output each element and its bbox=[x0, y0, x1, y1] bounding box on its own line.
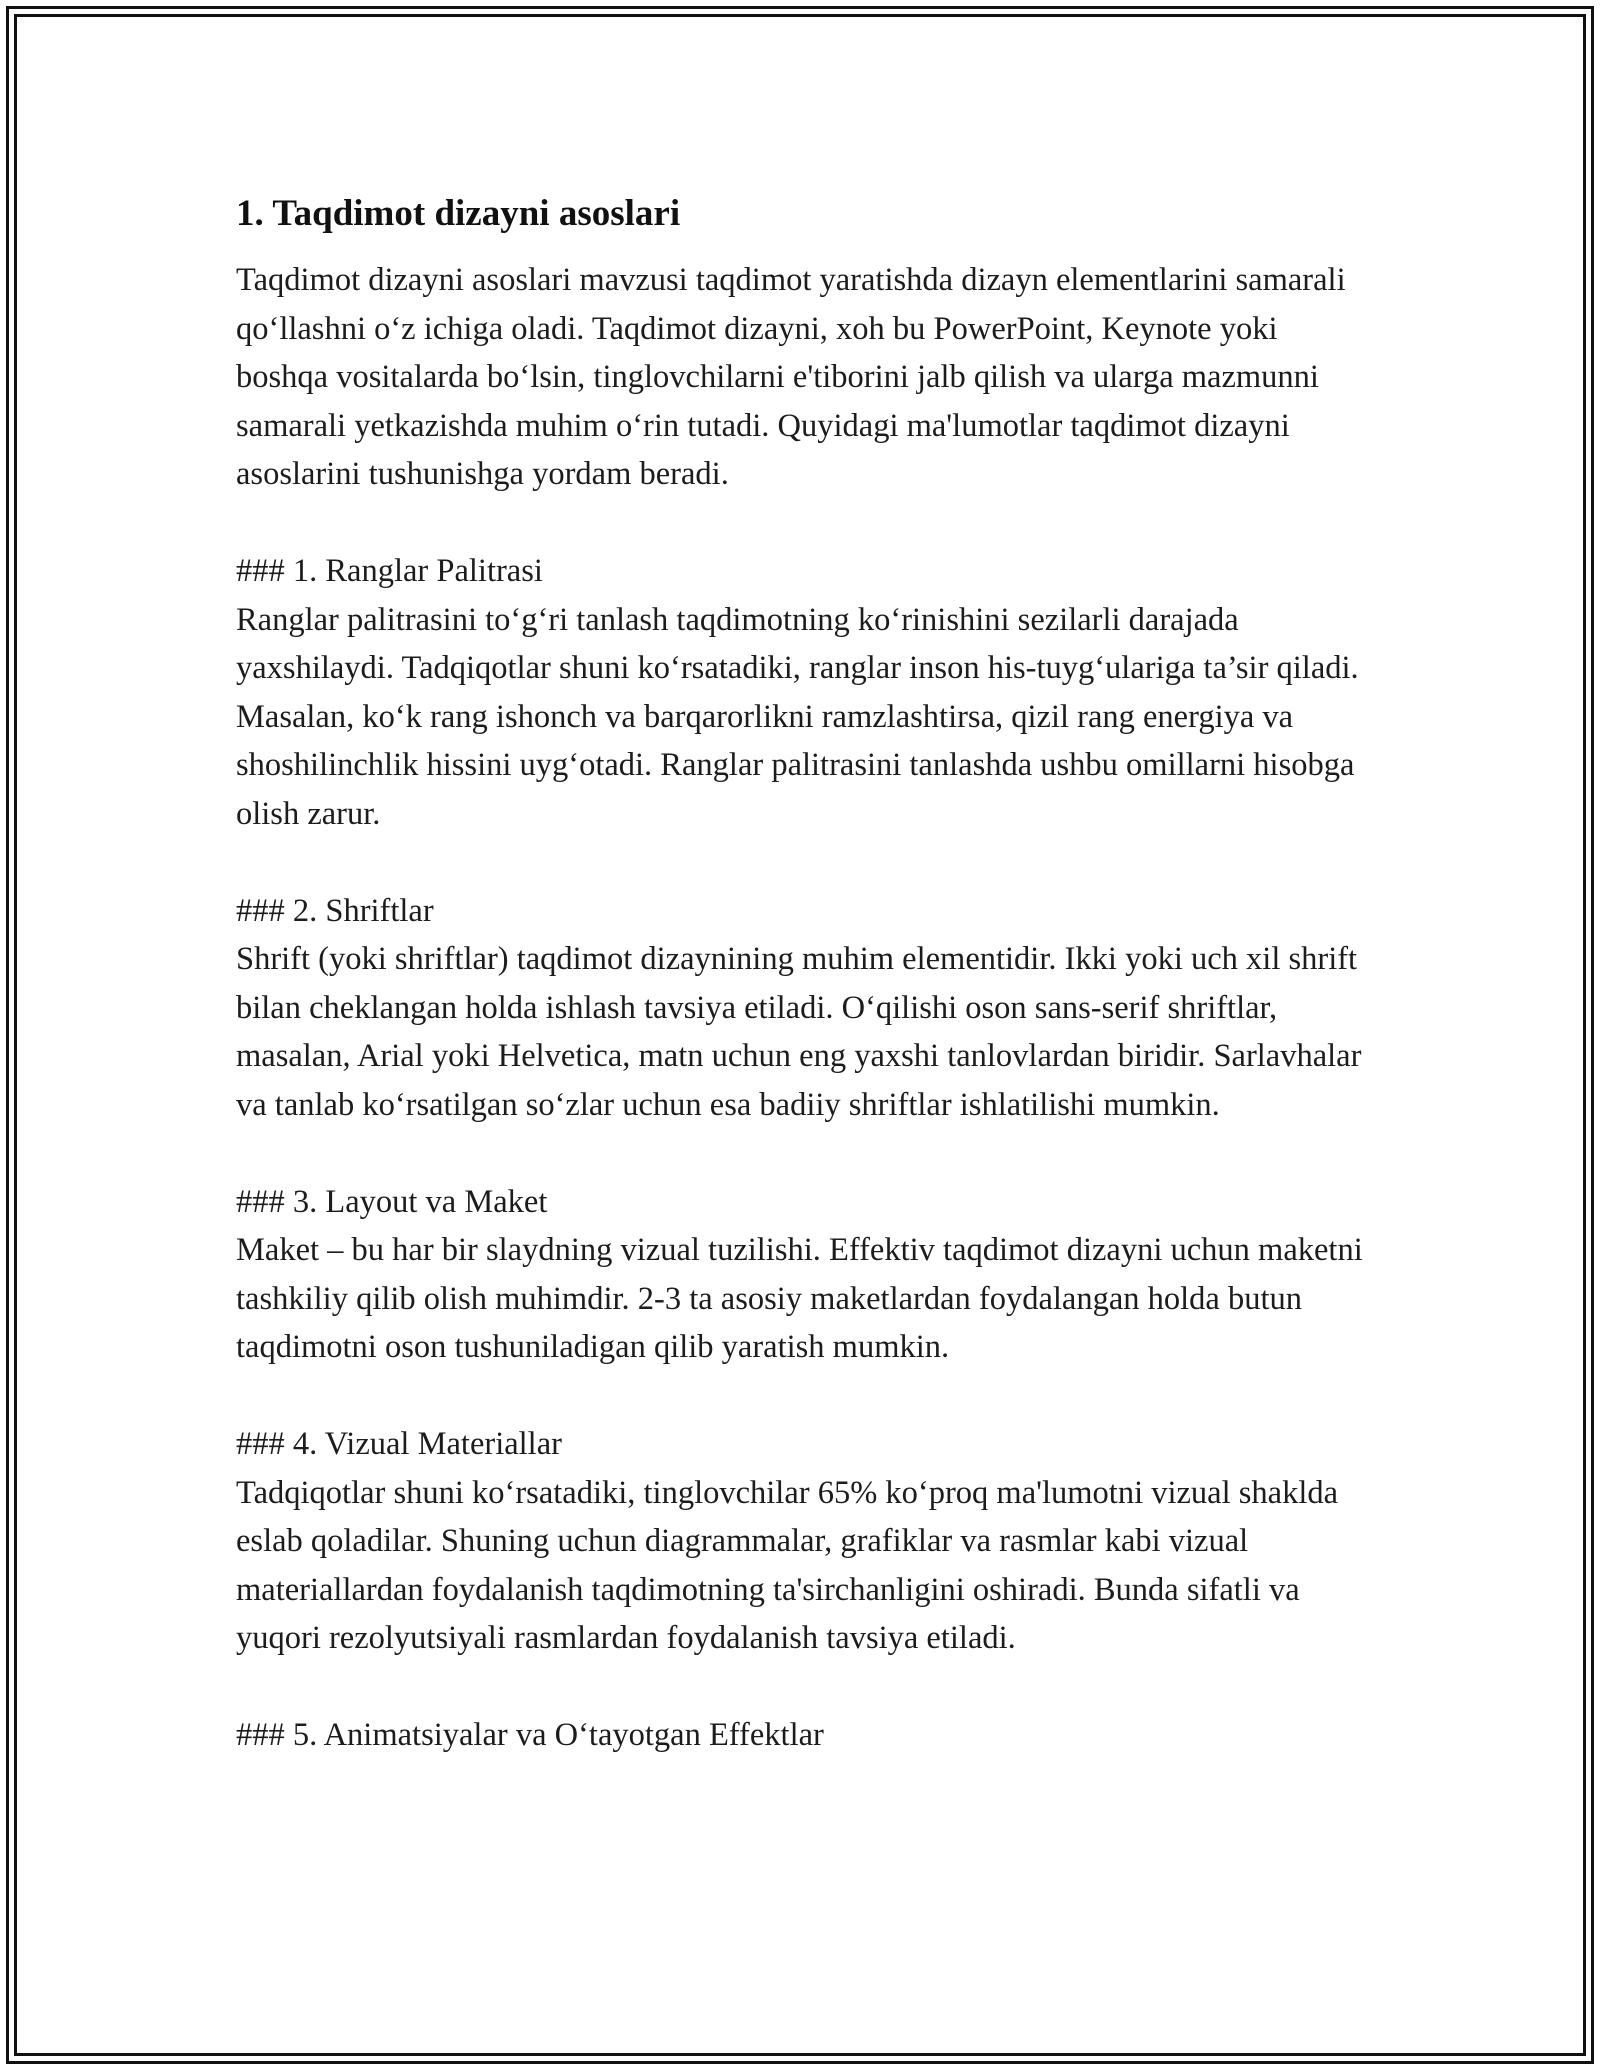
section-paragraph: Ranglar palitrasini to‘g‘ri tanlash taqdimotning ko‘rinishini sezilarli darajada yaxshilaydi. Tadqiqotlar shuni ko‘rsatadiki, ranglar inson his-tuyg‘ulariga ta’sir qiladi. Masalan, ko‘k rang ishonch va barqarorlikni ramzlashtirsa, qizil rang energiya va shoshilinchlik hissini uyg‘otadi. Ranglar palitrasini tanlashda ushbu omillarni hisobga olish zarur. bbox=[236, 601, 1359, 832]
section-layout bbox=[236, 1178, 1376, 1372]
section-heading: ### 3. Layout va Maket bbox=[236, 1183, 548, 1220]
section-fonts bbox=[236, 887, 1376, 1130]
section-heading: ### 1. Ranglar Palitrasi bbox=[236, 553, 543, 589]
section-paragraph: Maket – bu har bir slaydning vizual tuzilishi. Effektiv taqdimot dizayni uchun maketni tashkiliy qilib olish muhimdir. 2-3 ta asosiy maketlardan foydalangan holda butun taqdimotni oson tushuniladigan qilib yaratish mumkin. bbox=[236, 1232, 1363, 1365]
section-heading: ### 5. Animatsiyalar va O‘tayotgan Effektlar bbox=[236, 1717, 824, 1753]
section-heading: ### 4. Vizual Materiallar bbox=[236, 1426, 562, 1462]
section-paragraph: Shrift (yoki shriftlar) taqdimot dizaynining muhim elementidir. Ikki yoki uch xil shrift bilan cheklangan holda ishlash tavsiya etiladi. O‘qilishi oson sans-serif shriftlar, masalan, Arial yoki Helvetica, matn uchun eng yaxshi tanlovlardan biridir. Sarlavhalar va tanlab ko‘rsatilgan so‘zlar uchun esa badiiy shriftlar ishlatilishi mumkin. bbox=[236, 941, 1362, 1123]
section-animations bbox=[236, 1711, 1376, 1760]
section-heading: ### 2. Shriftlar bbox=[236, 892, 434, 929]
section-visuals bbox=[236, 1420, 1376, 1663]
intro-paragraph: Taqdimot dizayni asoslari mavzusi taqdimot yaratishda dizayn elementlarini samarali qo‘llashni o‘z ichiga oladi. Taqdimot dizayni, xoh bu PowerPoint, Keynote yoki boshqa vositalarda bo‘lsin, tinglovchilarni e'tiborini jalb qilish va ularga mazmunni samarali yetkazishda muhim o‘rin tutadi. Quyidagi ma'lumotlar taqdimot dizayni asoslarini tushunishga yordam beradi. bbox=[236, 262, 1346, 492]
document-body bbox=[236, 186, 1376, 1760]
section-colors bbox=[236, 547, 1376, 838]
document-title: 1. Taqdimot dizayni asoslari bbox=[236, 193, 681, 234]
section-paragraph: Tadqiqotlar shuni ko‘rsatadiki, tinglovchilar 65% ko‘proq ma'lumotni vizual shaklda eslab qoladilar. Shuning uchun diagrammalar, grafiklar va rasmlar kabi vizual materiallardan foydalanish taqdimotning ta'sirchanligini oshiradi. Bunda sifatli va yuqori rezolyutsiyali rasmlardan foydalanish tavsiya etiladi. bbox=[236, 1474, 1339, 1656]
